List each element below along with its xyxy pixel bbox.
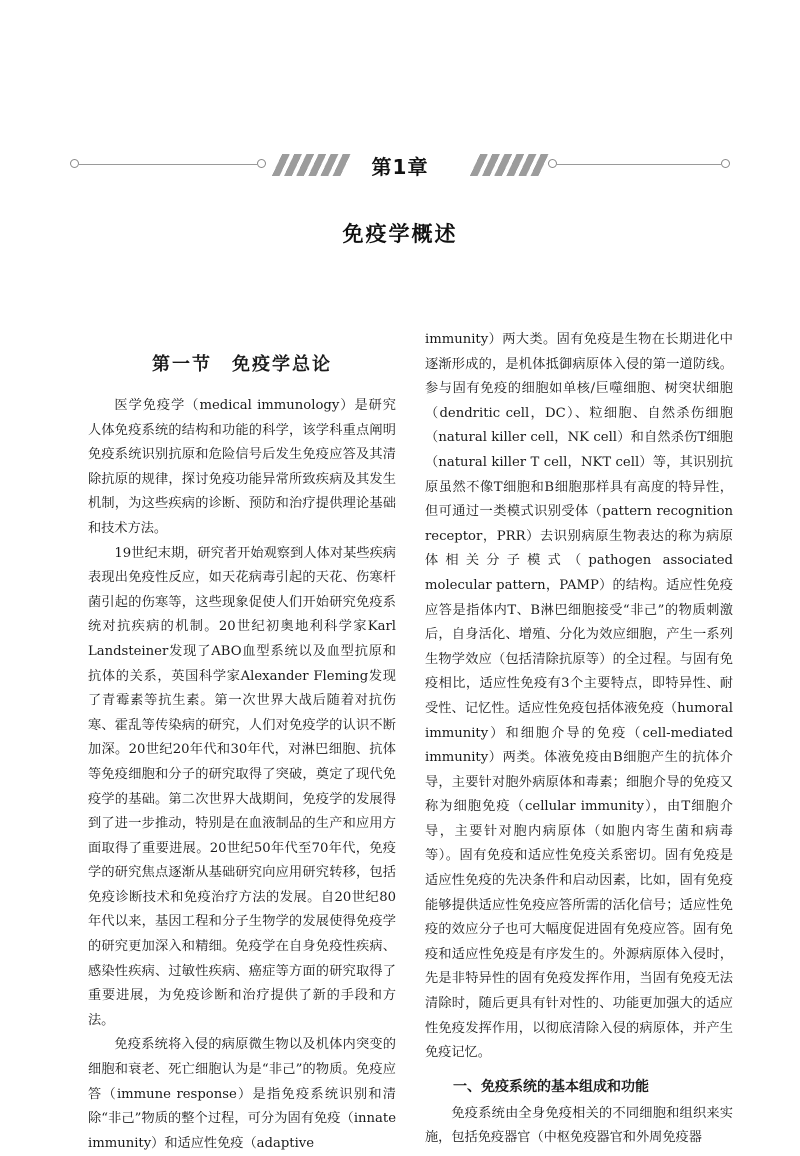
chapter-title: 免疫学概述 [342, 222, 458, 246]
paragraph-continued: immunity）两大类。固有免疫是生物在长期进化中逐渐形成的，是机体抵御病原体入侵的第一道防线。参与固有免疫的细胞如单核/巨噬细胞、树突状细胞（dendritic cell，DC）、粒细胞、自然杀伤细胞（natural killer cell，NK cell）和自然杀伤T细胞（natural killer T cell，NKT cell）等，其识别抗原虽然不像T细胞和B细胞那样具有高度的特异性，但可通过一类模式识别受体（pattern recognition receptor，PRR）去识别病原生物表达的称为病原体相关分子模式（pathogen associated molecular pattern，PAMP）的结构。适应性免疫应答是指体内T、B淋巴细胞接受“非己”的物质刺激后，自身活化、增殖、分化为效应细胞，产生一系列生物学效应（包括清除抗原等）的全过程。与固有免疫相比，适应性免疫有3个主要特点，即特异性、耐受性、记忆性。适应性免疫包括体液免疫（humoral immunity）和细胞介导的免疫（cell-mediated immunity）两类。体液免疫由B细胞产生的抗体介导，主要针对胞外病原体和毒素；细胞介导的免疫又称为细胞免疫（cellular immunity），由T细胞介导，主要针对胞内病原体（如胞内寄生菌和病毒等）。固有免疫和适应性免疫关系密切。固有免疫是适应性免疫的先决条件和启动因素，比如，固有免疫能够提供适应性免疫应答所需的活化信号；适应性免疫的效应分子也可大幅度促进固有免疫应答。固有免疫和适应性免疫是有序发生的。外源病原体入侵时，先是非特异性的固有免疫发挥作用，当固有免疫无法清除时，随后更具有针对性的、功能更加强大的适应性免疫发挥作用，以彻底清除入侵的病原体，并产生免疫记忆。 [425, 332, 733, 1061]
banner-right-inner-dot [548, 159, 557, 168]
banner-right-stripes [468, 154, 550, 176]
chapter-banner [70, 150, 730, 180]
banner-right-line [557, 164, 721, 165]
paragraph: 免疫系统由全身免疫相关的不同细胞和组织来实施，包括免疫器官（中枢免疫器官和外周免疫器 [425, 1105, 733, 1146]
paragraph: 免疫系统将入侵的病原微生物以及机体内突变的细胞和衰老、死亡细胞认为是“非己”的物质。免疫应答（immune response）是指免疫系统识别和清除“非己”物质的整个过程，可分为固有免疫（innate immunity）和适应性免疫（adaptive [88, 1037, 396, 1151]
chapter-number: 第1章 [371, 155, 429, 179]
left-column [88, 328, 396, 1156]
paragraph: 19世纪末期，研究者开始观察到人体对某些疾病表现出免疫性反应，如天花病毒引起的天花、伤寒杆菌引起的伤寒等，这些现象促使人们开始研究免疫系统对抗疾病的机制。20世纪初奥地利科学家Karl Landsteiner发现了ABO血型系统以及血型抗原和抗体的关系，英国科学家Alexander Fleming发现了青霉素等抗生素。第一次世界大战后随着对抗伤寒、霍乱等传染病的研究，人们对免疫学的认识不断加深。20世纪20年代和30年代，对淋巴细胞、抗体等免疫细胞和分子的研究取得了突破，奠定了现代免疫学的基础。第二次世界大战期间，免疫学的发展得到了进一步推动，特别是在血液制品的生产和应用方面取得了重要进展。20世纪50年代至70年代，免疫学的研究焦点逐渐从基础研究向应用研究转移，包括免疫诊断技术和免疫治疗方法的发展。自20世纪80年代以来，基因工程和分子生物学的发展使得免疫学的研究更加深入和精细。免疫学在自身免疫性疾病、感染性疾病、过敏性疾病、癌症等方面的研究取得了重要进展，为免疫诊断和治疗提供了新的手段和方法。 [88, 545, 396, 1028]
section-heading: 第一节 免疫学总论 [152, 354, 332, 375]
paragraph: 医学免疫学（medical immunology）是研究人体免疫系统的结构和功能的科学，该学科重点阐明免疫系统识别抗原和危险信号后发生免疫应答及其清除抗原的规律，探讨免疫功能异常所致疾病及其发生机制，为这些疾病的诊断、预防和治疗提供理论基础和技术方法。 [88, 398, 396, 536]
subsection-heading: 一、免疫系统的基本组成和功能 [453, 1078, 649, 1095]
right-column [425, 328, 733, 1151]
banner-right-dot [721, 159, 730, 168]
